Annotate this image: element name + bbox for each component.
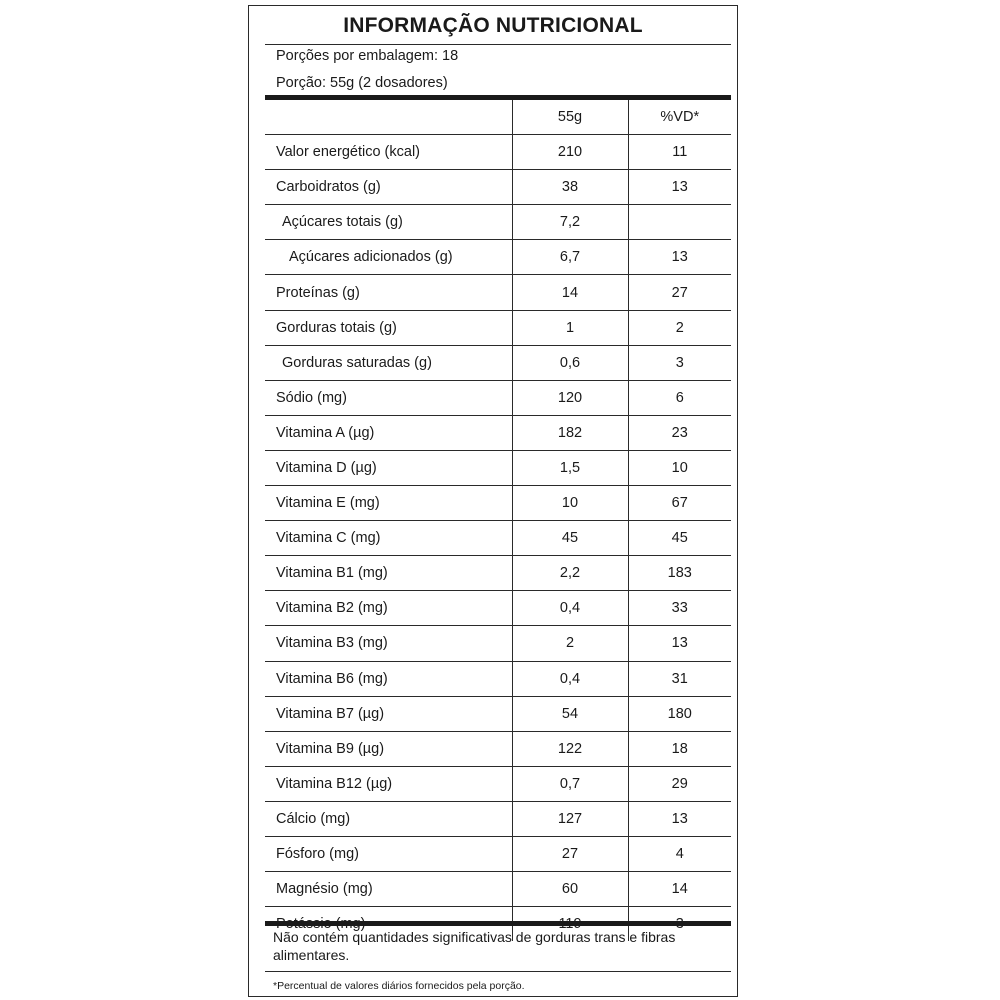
table-row <box>265 240 731 275</box>
nutrient-daily-value: 45 <box>628 521 731 556</box>
table-row <box>265 521 731 556</box>
nutrient-name: Vitamina B7 (µg) <box>265 696 512 731</box>
nutrient-daily-value: 3 <box>628 345 731 380</box>
nutrient-name: Vitamina D (µg) <box>265 450 512 485</box>
nutrient-daily-value <box>628 205 731 240</box>
nutrient-daily-value: 183 <box>628 556 731 591</box>
table-row <box>265 135 731 170</box>
nutrient-amount: 6,7 <box>512 240 628 275</box>
header-cell-daily-value: %VD* <box>628 100 731 135</box>
nutrient-amount: 7,2 <box>512 205 628 240</box>
table-row <box>265 205 731 240</box>
nutrient-amount: 0,7 <box>512 766 628 801</box>
nutrient-daily-value: 180 <box>628 696 731 731</box>
header-cell-amount: 55g <box>512 100 628 135</box>
table-row <box>265 696 731 731</box>
table-row <box>265 380 731 415</box>
nutrient-amount: 10 <box>512 486 628 521</box>
nutrient-amount: 27 <box>512 836 628 871</box>
nutrient-amount: 2 <box>512 626 628 661</box>
nutrient-daily-value: 33 <box>628 591 731 626</box>
table-row <box>265 872 731 907</box>
table-row <box>265 450 731 485</box>
table-row <box>265 486 731 521</box>
nutrient-amount: 127 <box>512 801 628 836</box>
footer-thick-divider <box>265 921 731 926</box>
nutrient-name: Proteínas (g) <box>265 275 512 310</box>
nutrient-daily-value: 4 <box>628 836 731 871</box>
nutrient-name: Açúcares adicionados (g) <box>265 240 512 275</box>
nutrient-name: Vitamina B6 (mg) <box>265 661 512 696</box>
nutrient-name: Vitamina A (µg) <box>265 415 512 450</box>
nutrient-name: Vitamina B9 (µg) <box>265 731 512 766</box>
nutrient-name: Cálcio (mg) <box>265 801 512 836</box>
nutrient-name: Vitamina B1 (mg) <box>265 556 512 591</box>
nutrient-name: Carboidratos (g) <box>265 170 512 205</box>
servings-per-package: Porções por embalagem: 18 <box>276 48 459 64</box>
table-row <box>265 345 731 380</box>
footnote-trans-fat-fiber: Não contém quantidades significativas de gorduras trans e fibras alimentares. <box>273 929 676 963</box>
header-cell-nutrient <box>265 100 512 135</box>
nutrient-amount: 60 <box>512 872 628 907</box>
nutrient-amount: 210 <box>512 135 628 170</box>
table-row <box>265 836 731 871</box>
table-row <box>265 626 731 661</box>
nutrient-amount: 0,4 <box>512 661 628 696</box>
nutrient-daily-value: 2 <box>628 310 731 345</box>
nutrient-amount: 0,6 <box>512 345 628 380</box>
table-row <box>265 556 731 591</box>
nutrient-daily-value: 67 <box>628 486 731 521</box>
nutrient-name: Valor energético (kcal) <box>265 135 512 170</box>
nutrient-daily-value: 6 <box>628 380 731 415</box>
table-header-row <box>265 100 731 135</box>
nutrient-name: Gorduras totais (g) <box>265 310 512 345</box>
nutrient-daily-value: 18 <box>628 731 731 766</box>
nutrient-name: Açúcares totais (g) <box>265 205 512 240</box>
nutrient-name: Magnésio (mg) <box>265 872 512 907</box>
nutrient-amount: 54 <box>512 696 628 731</box>
table-row <box>265 731 731 766</box>
serving-size: Porção: 55g (2 dosadores) <box>276 75 448 91</box>
nutrient-daily-value: 27 <box>628 275 731 310</box>
nutrient-name: Vitamina B2 (mg) <box>265 591 512 626</box>
nutrient-name: Vitamina E (mg) <box>265 486 512 521</box>
label-title: INFORMAÇÃO NUTRICIONAL <box>343 14 643 37</box>
nutrient-daily-value: 13 <box>628 170 731 205</box>
daily-value-note: *Percentual de valores diários fornecidos pela porção. <box>273 980 525 992</box>
table-row <box>265 275 731 310</box>
nutrition-facts-label <box>248 5 738 997</box>
nutrient-daily-value: 11 <box>628 135 731 170</box>
table-row <box>265 170 731 205</box>
nutrient-daily-value: 29 <box>628 766 731 801</box>
nutrient-name: Vitamina C (mg) <box>265 521 512 556</box>
nutrient-amount: 182 <box>512 415 628 450</box>
table-row <box>265 415 731 450</box>
nutrient-amount: 2,2 <box>512 556 628 591</box>
table-row <box>265 310 731 345</box>
nutrient-daily-value: 14 <box>628 872 731 907</box>
table-row <box>265 591 731 626</box>
nutrient-amount: 122 <box>512 731 628 766</box>
nutrient-daily-value: 31 <box>628 661 731 696</box>
footnote-divider <box>265 971 731 972</box>
nutrient-name: Vitamina B3 (mg) <box>265 626 512 661</box>
nutrient-amount: 0,4 <box>512 591 628 626</box>
table-row <box>265 661 731 696</box>
nutrient-amount: 14 <box>512 275 628 310</box>
table-row <box>265 801 731 836</box>
nutrient-name: Sódio (mg) <box>265 380 512 415</box>
nutrient-amount: 120 <box>512 380 628 415</box>
nutrient-name: Vitamina B12 (µg) <box>265 766 512 801</box>
nutrient-daily-value: 23 <box>628 415 731 450</box>
nutrient-amount: 38 <box>512 170 628 205</box>
nutrient-name: Fósforo (mg) <box>265 836 512 871</box>
nutrient-daily-value: 10 <box>628 450 731 485</box>
nutrition-table <box>265 100 731 941</box>
nutrient-daily-value: 13 <box>628 240 731 275</box>
table-row <box>265 766 731 801</box>
nutrient-amount: 45 <box>512 521 628 556</box>
nutrient-name: Gorduras saturadas (g) <box>265 345 512 380</box>
nutrient-amount: 1,5 <box>512 450 628 485</box>
nutrient-daily-value: 13 <box>628 626 731 661</box>
nutrient-daily-value: 13 <box>628 801 731 836</box>
nutrient-amount: 1 <box>512 310 628 345</box>
title-divider <box>265 44 731 45</box>
